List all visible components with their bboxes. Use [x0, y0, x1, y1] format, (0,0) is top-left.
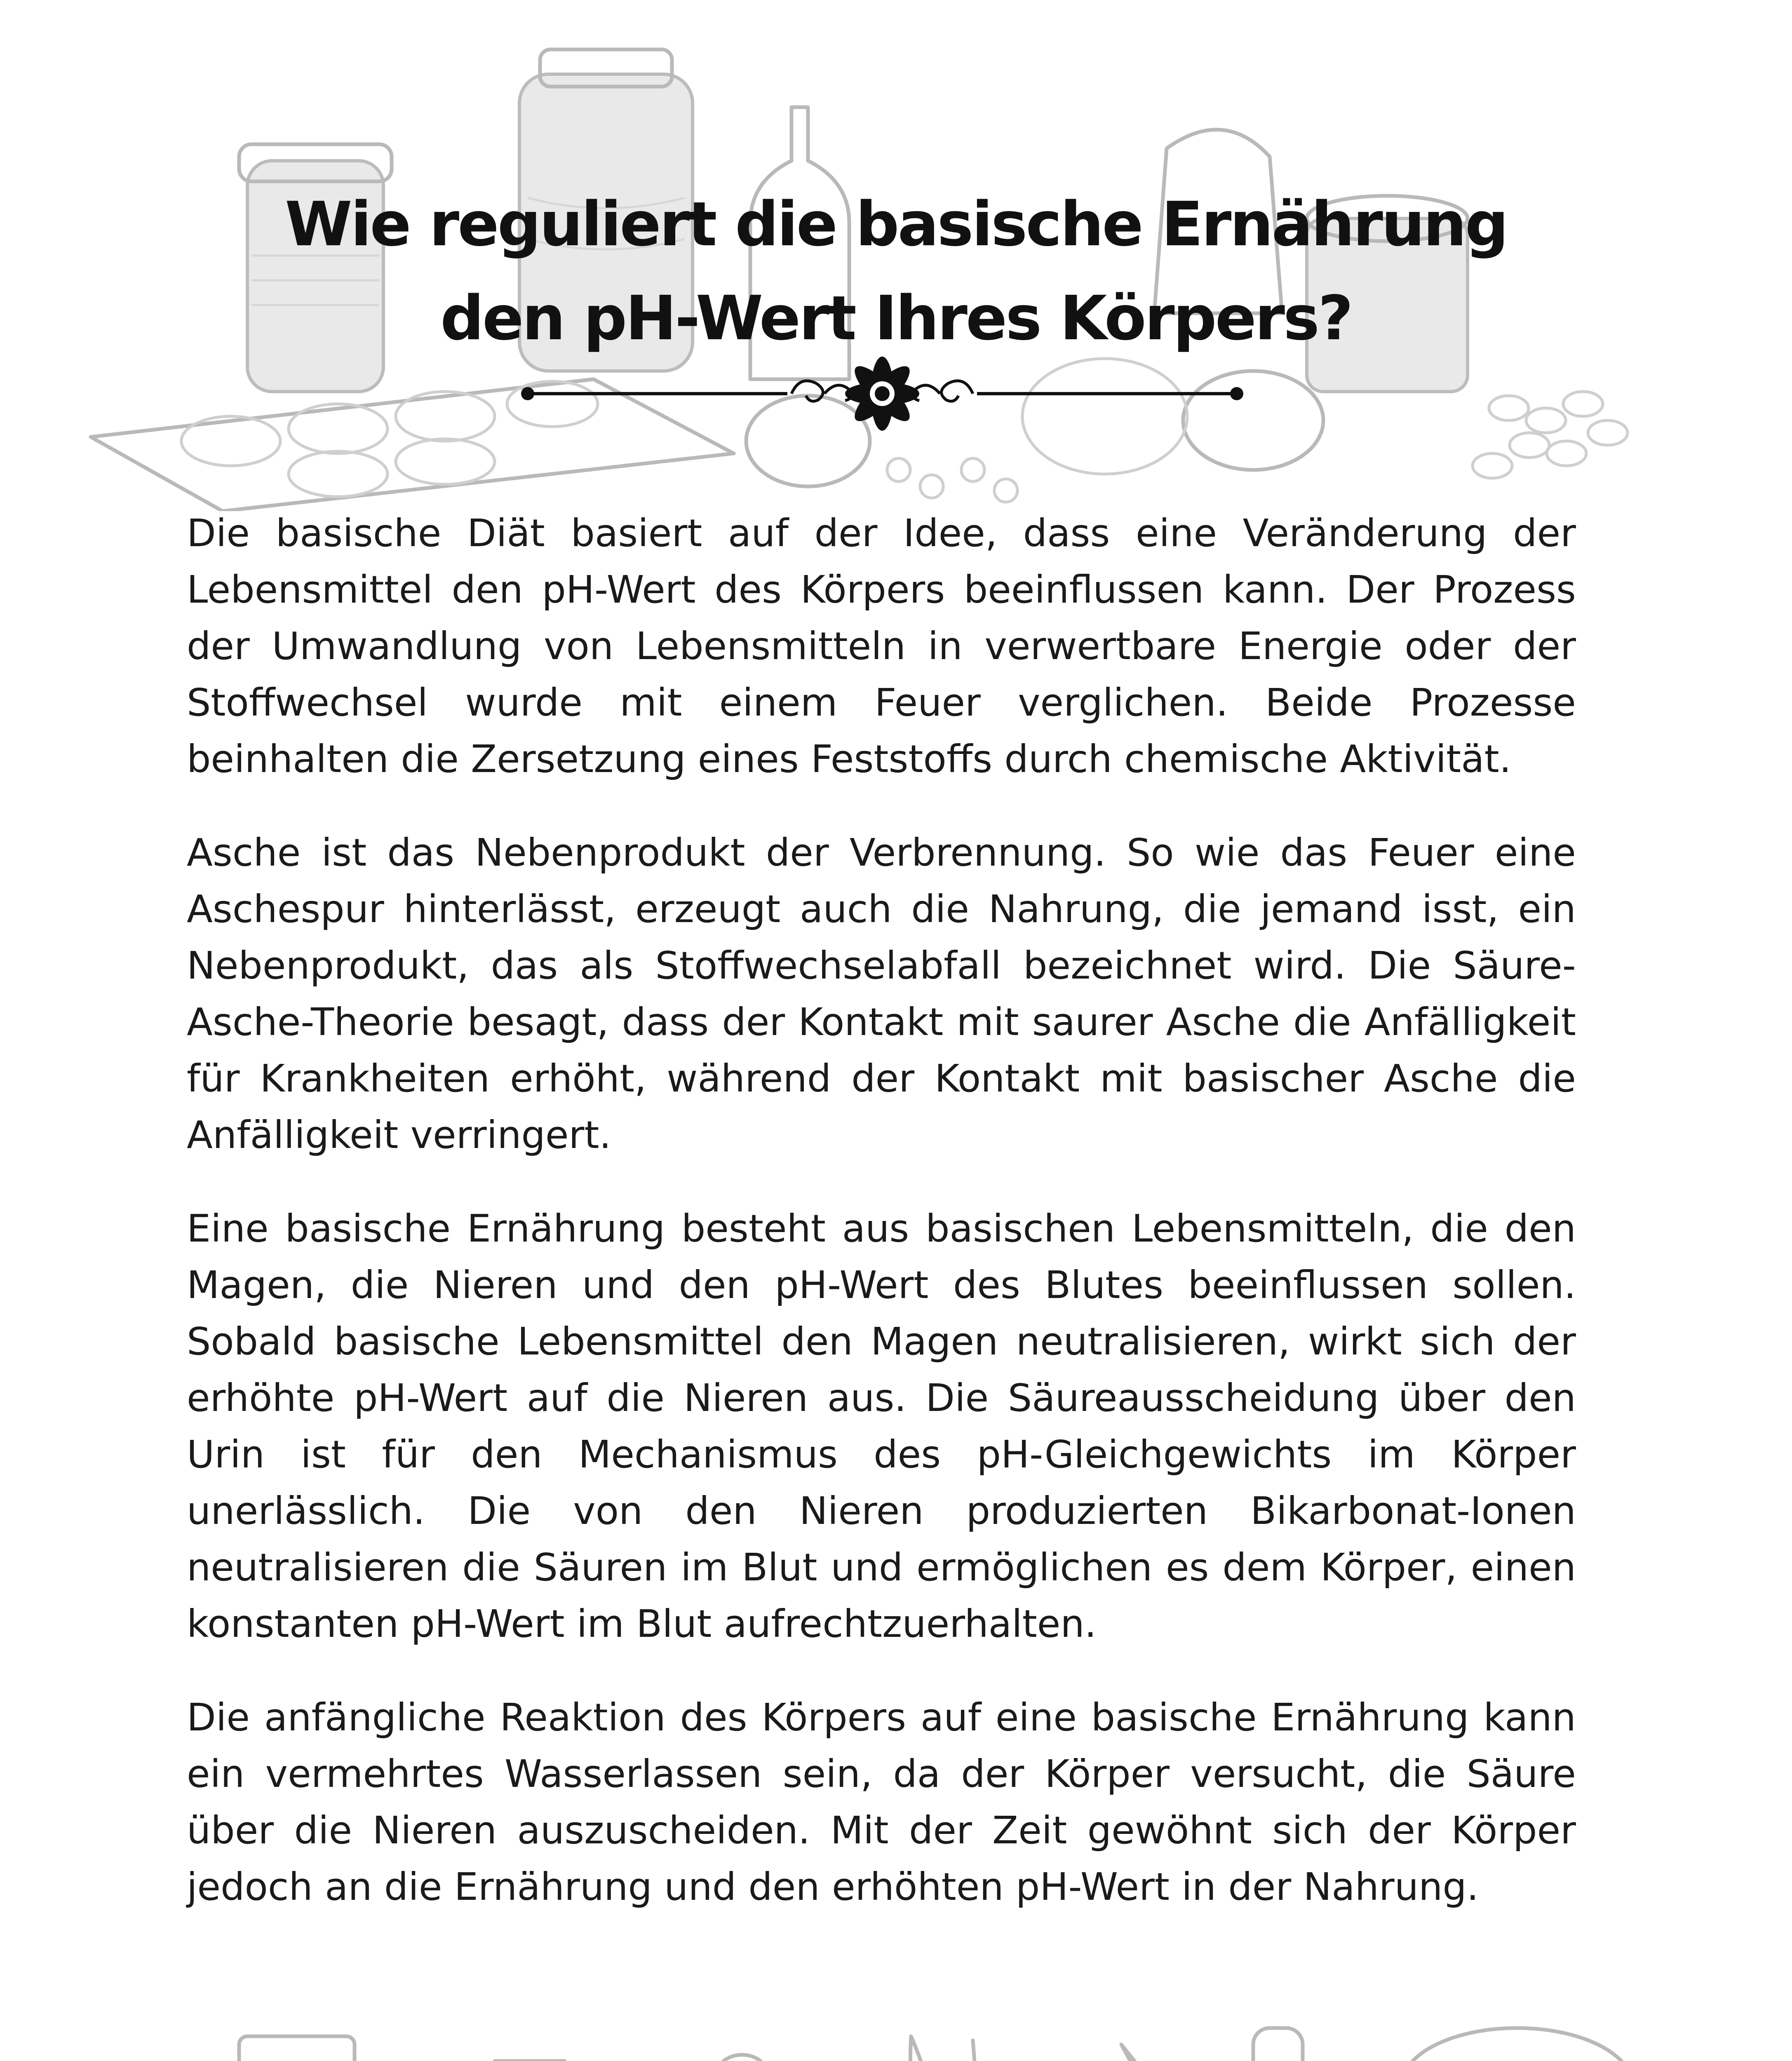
title-line-1: Wie reguliert die basische Ernährung	[285, 189, 1507, 260]
title-line-2: den pH-Wert Ihres Körpers?	[440, 283, 1352, 354]
flourish-divider-icon	[511, 346, 1253, 441]
page-title	[206, 177, 1586, 365]
paragraph: Asche ist das Nebenprodukt der Verbrennung. So wie das Feuer eine Aschespur hinterlässt, erzeugt auch die Nahrung, die jemand isst, ein Nebenprodukt, das als Stoffwechselabfall bezeichnet wird. Die Säure-Asche-Theorie besagt, dass der Kontakt mit saurer Asche die Anfälligkeit für Krankheiten erhöht, während der Kontakt mit basischer Asche die Anfälligkeit verringert.	[187, 831, 1576, 1157]
kitchen-utensils-illustration	[82, 2003, 1711, 2061]
paragraph: Die basische Diät basiert auf der Idee, dass eine Veränderung der Lebensmittel den pH-Wert des Körpers beeinflussen kann. Der Prozess der Umwandlung von Lebensmitteln in verwertbare Energie oder der Stoffwechsel wurde mit einem Feuer verglichen. Beide Prozesse beinhalten die Zersetzung eines Feststoffs durch chemische Aktivität.	[187, 511, 1576, 781]
article-body	[187, 505, 1576, 1952]
paragraph: Eine basische Ernährung besteht aus basischen Lebensmitteln, die den Magen, die Nieren und den pH-Wert des Blutes beeinflussen sollen. Sobald basische Lebensmittel den Magen neutralisieren, wirkt sich der erhöhte pH-Wert auf die Nieren aus. Die Säureausscheidung über den Urin ist für den Mechanismus des pH-Gleichgewichts im Körper unerlässlich. Die von den Nieren produzierten Bikarbonat-Ionen neutralisieren die Säuren im Blut und ermöglichen es dem Körper, einen konstanten pH-Wert im Blut aufrechtzuerhalten.	[187, 1207, 1576, 1646]
paragraph: Die anfängliche Reaktion des Körpers auf eine basische Ernährung kann ein vermehrtes Wasserlassen sein, da der Körper versucht, die Säure über die Nieren auszuscheiden. Mit der Zeit gewöhnt sich der Körper jedoch an die Ernährung und den erhöhten pH-Wert in der Nahrung.	[187, 1695, 1576, 1909]
